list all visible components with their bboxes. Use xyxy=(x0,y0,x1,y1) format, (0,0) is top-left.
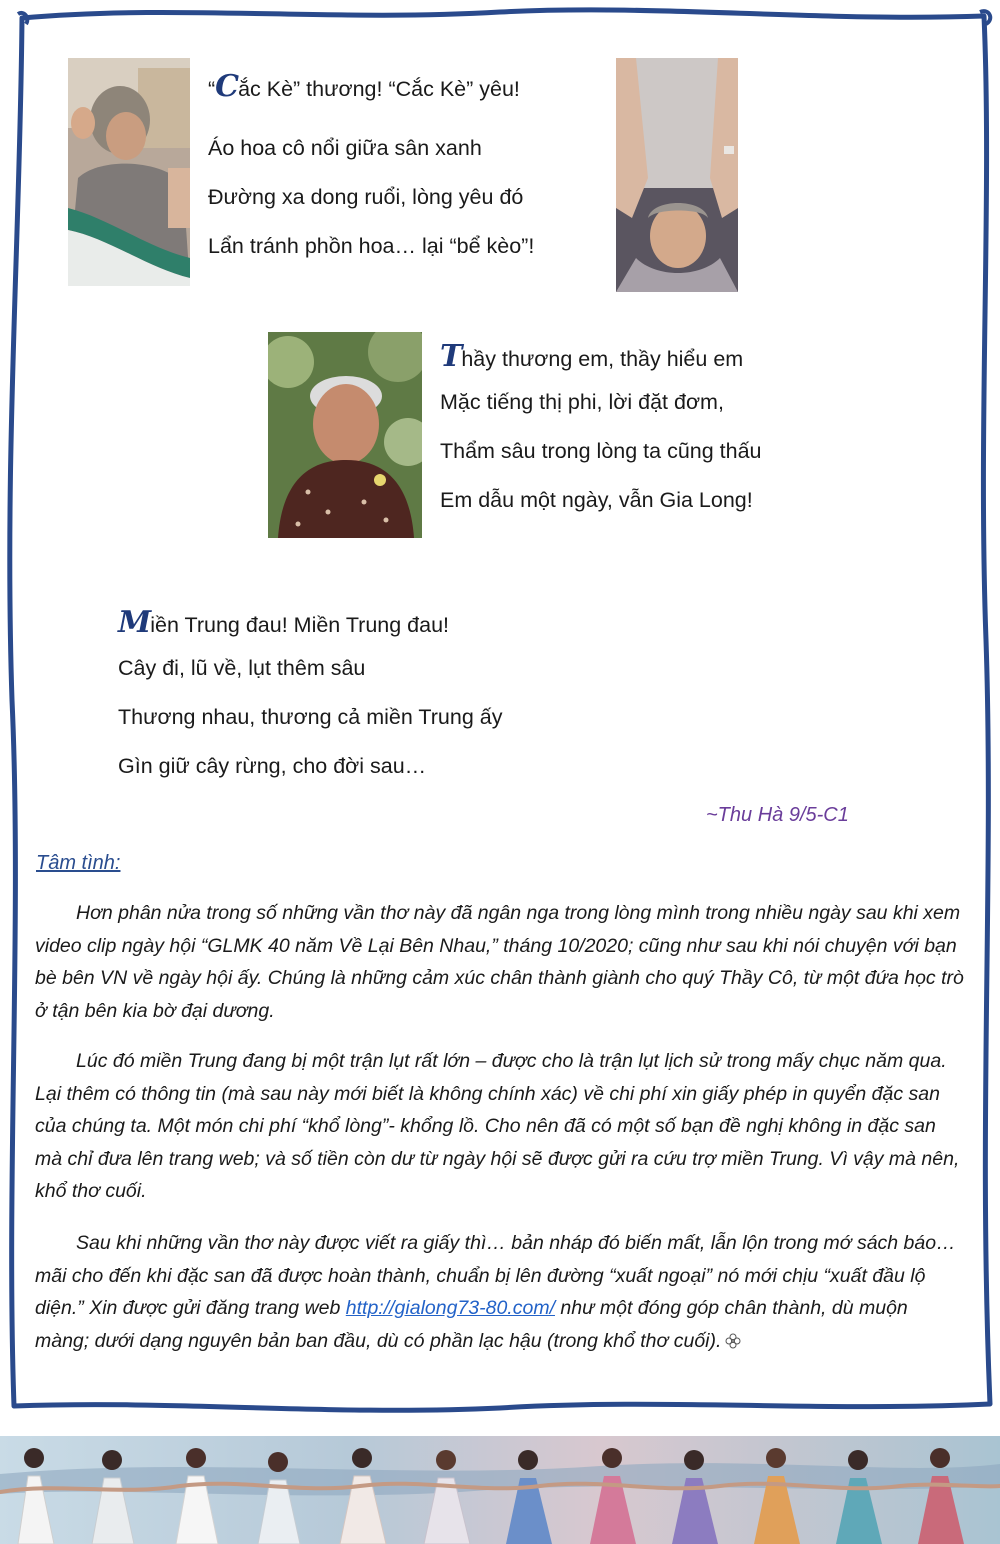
paragraph-text: Sau khi những vần thơ này được viết ra giấy thì… bản nháp đó biến mất, lẫn lộn trong mớ sách báo… mãi cho đến khi đặc san đã được hoàn thành, chuẩn bị lên đường “xuất ngoại” nó mới chịu “xuất đầu lộ diện.” Xin được gửi đăng trang web xyxy=(35,1232,956,1319)
photo-teacher-cheering xyxy=(616,58,738,292)
poem-line-text: iền Trung đau! Miền Trung đau! xyxy=(150,613,450,637)
poem-line xyxy=(440,339,744,374)
open-quote: “ xyxy=(208,77,216,101)
photo-teacher-man xyxy=(268,332,422,538)
poem-line: Thương nhau, thương cả miền Trung ấy xyxy=(118,705,503,729)
drop-cap: T xyxy=(440,339,462,374)
poem-line: Thẩm sâu trong lòng ta cũng thấu xyxy=(440,439,762,463)
paragraph-1 xyxy=(35,897,965,1027)
poem-line xyxy=(208,69,520,104)
paragraph-text: như một đóng góp chân thành, dù muộn màng; dưới dạng nguyên bản ban đầu, dù có phần lạc hậu (trong khổ thơ cuối). xyxy=(35,1297,908,1352)
photo-teacher-hugging xyxy=(68,58,190,286)
section-heading: Tâm tình: xyxy=(36,852,121,874)
website-link[interactable]: http://gialong73-80.com/ xyxy=(345,1297,555,1319)
poem-line: Lẩn tránh phồn hoa… lại “bể kèo”! xyxy=(208,234,535,258)
poem-line-text: ắc Kè” thương! “Cắc Kè” yêu! xyxy=(238,77,520,101)
drop-cap: M xyxy=(118,605,151,640)
poem-line-text: hầy thương em, thầy hiểu em xyxy=(461,347,744,371)
flower-icon xyxy=(725,1333,741,1349)
author-signature: ~Thu Hà 9/5-C1 xyxy=(706,804,849,826)
poem-line: Mặc tiếng thị phi, lời đặt đơm, xyxy=(440,390,724,414)
paragraph-2 xyxy=(35,1045,965,1208)
poem-line: Em dẫu một ngày, vẫn Gia Long! xyxy=(440,488,753,512)
paragraph-3 xyxy=(35,1227,965,1357)
poem-line: Cây đi, lũ về, lụt thêm sâu xyxy=(118,656,366,680)
paragraph-text: Hơn phân nửa trong số những vần thơ này đã ngân nga trong lòng mình trong nhiều ngày sau khi xem video clip ngày hội “GLMK 40 năm Về Lại Bên Nhau,” tháng 10/2020; cũng như sau khi nói chuyện với bạn bè bên VN về ngày hội ấy. Chúng là những cảm xúc chân thành giành cho quý Thầy Cô, từ một đứa học trò ở tận bên kia bờ đại dương. xyxy=(35,902,964,1022)
poem-line: Đường xa dong ruổi, lòng yêu đó xyxy=(208,185,524,209)
paragraph-text: Lúc đó miền Trung đang bị một trận lụt rất lớn – được cho là trận lụt lịch sử trong mấy chục năm qua. Lại thêm có thông tin (mà sau này mới biết là không chính xác) về chi phí xin giấy phép in quyển đặc san của chúng ta. Một món chi phí “khổ lòng”- khổng lồ. Cho nên đã có một số bạn đề nghị không in đặc san mà chỉ đưa lên trang web; và số tiền còn dư từ ngày hội sẽ được gửi ra cứu trợ miền Trung. Vì vậy mà nên, khổ thơ cuối. xyxy=(35,1050,960,1202)
decorative-banner xyxy=(0,1436,1000,1544)
poem-line: Áo hoa cô nổi giữa sân xanh xyxy=(208,136,482,160)
drop-cap: C xyxy=(215,69,239,104)
poem-line: Gìn giữ cây rừng, cho đời sau… xyxy=(118,754,427,778)
poem-line xyxy=(118,605,450,640)
